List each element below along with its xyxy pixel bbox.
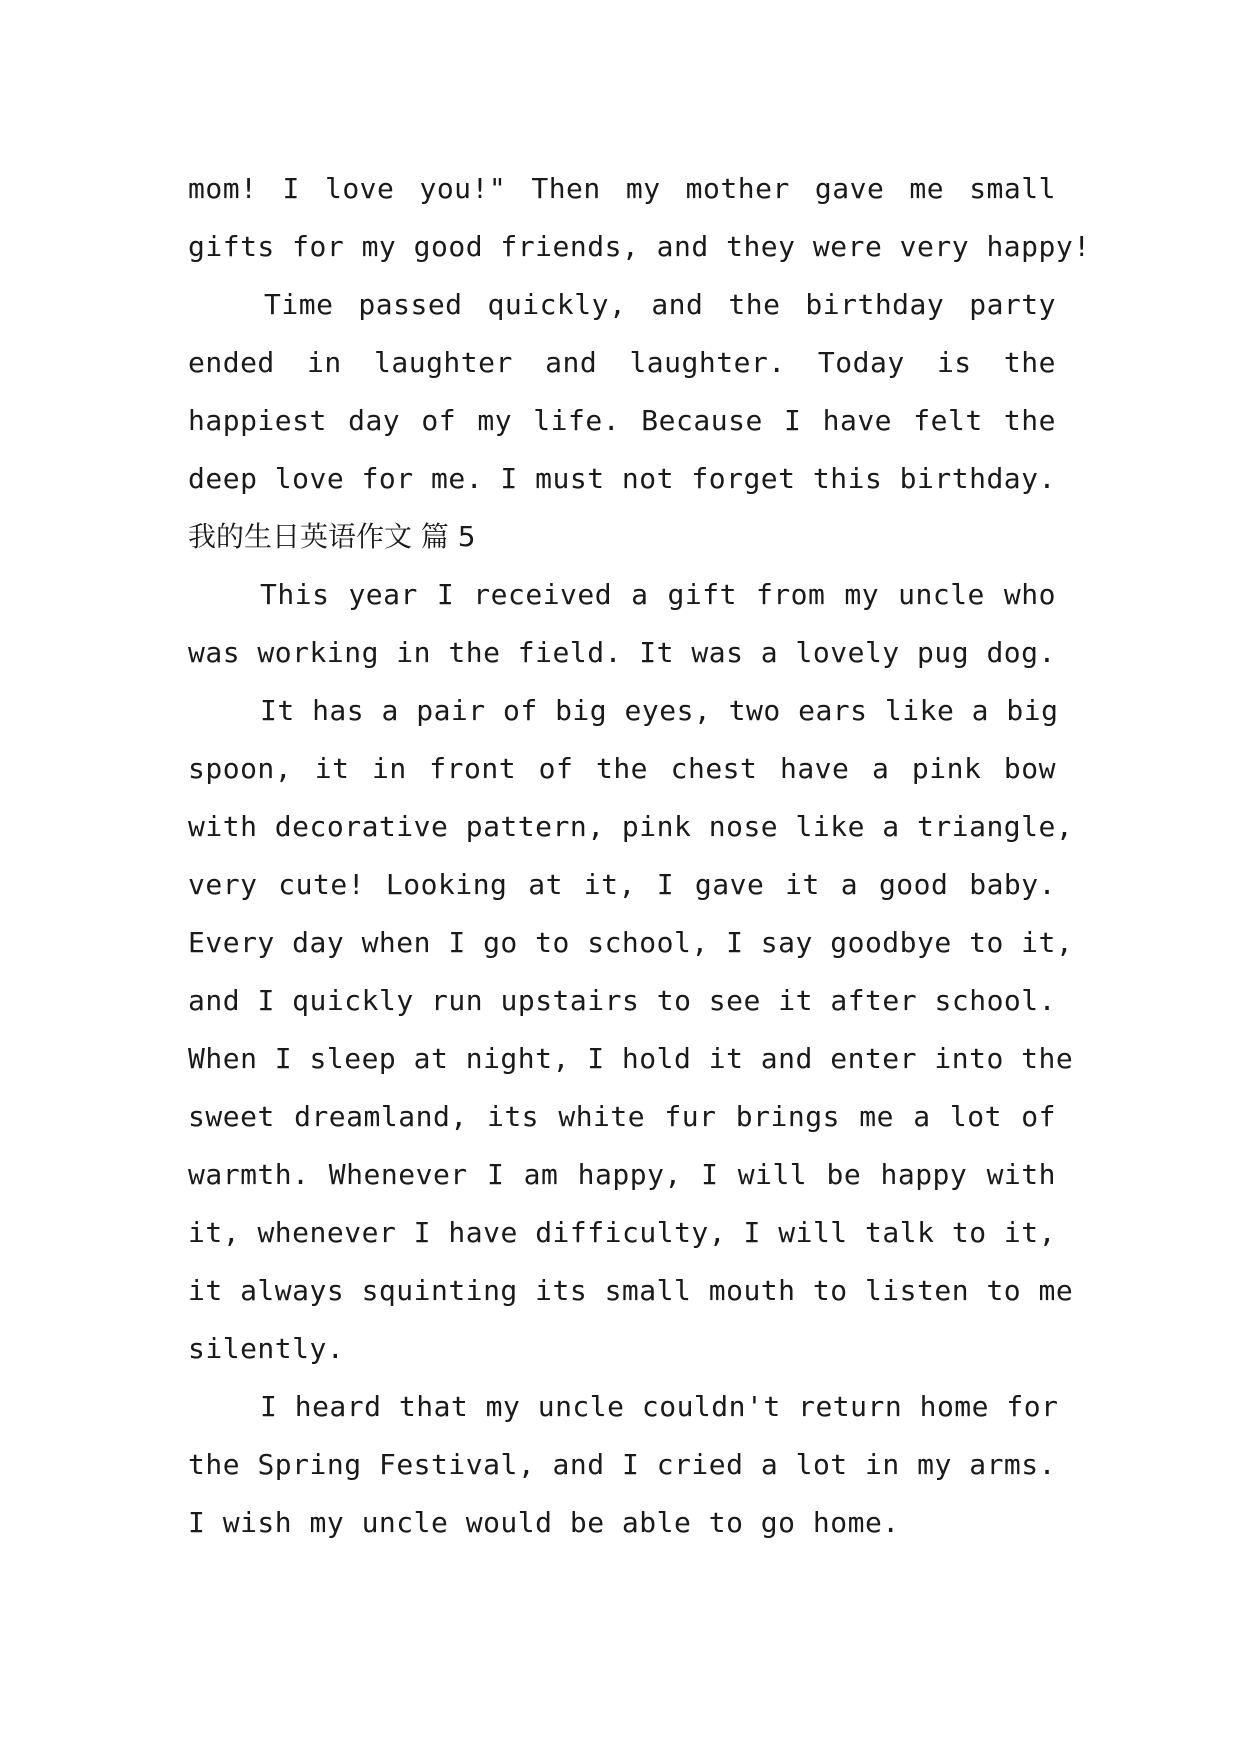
text-line: ended in laughter and laughter. Today is the bbox=[188, 346, 1056, 379]
text-line: the Spring Festival, and I cried a lot in my arms. bbox=[188, 1448, 1056, 1481]
paragraph-continued bbox=[188, 160, 1091, 276]
paragraph-birthday-party bbox=[188, 276, 1056, 508]
text-line: spoon, it in front of the chest have a pink bow bbox=[188, 752, 1056, 785]
paragraph-gift bbox=[188, 566, 1056, 682]
text-line: warmth. Whenever I am happy, I will be happy with bbox=[188, 1158, 1056, 1191]
text-line: sweet dreamland, its white fur brings me a lot of bbox=[188, 1100, 1056, 1133]
document-body bbox=[188, 160, 1091, 1552]
text-line: gifts for my good friends, and they were very happy! bbox=[188, 230, 1091, 263]
text-line: was working in the field. It was a lovely pug dog. bbox=[188, 636, 1056, 669]
text-line: Time passed quickly, and the birthday party bbox=[264, 288, 1056, 321]
essay-heading: 我的生日英语作文 篇 5 bbox=[188, 520, 476, 553]
text-line: very cute! Looking at it, I gave it a good baby. bbox=[188, 868, 1056, 901]
text-line: When I sleep at night, I hold it and enter into the bbox=[188, 1042, 1074, 1075]
paragraph-pug-description bbox=[188, 682, 1074, 1378]
text-line: it, whenever I have difficulty, I will talk to it, bbox=[188, 1216, 1056, 1249]
text-line: deep love for me. I must not forget this birthday. bbox=[188, 462, 1056, 495]
text-line: with decorative pattern, pink nose like a triangle, bbox=[188, 810, 1074, 843]
text-line: silently. bbox=[188, 1332, 345, 1365]
text-line: mom! I love you!" Then my mother gave me small bbox=[188, 172, 1056, 205]
text-line: It has a pair of big eyes, two ears like a big bbox=[260, 694, 1059, 727]
text-line: I wish my uncle would be able to go home. bbox=[188, 1506, 900, 1539]
text-line: it always squinting its small mouth to listen to me bbox=[188, 1274, 1074, 1307]
text-line: This year I received a gift from my uncle who bbox=[260, 578, 1056, 611]
text-line: happiest day of my life. Because I have felt the bbox=[188, 404, 1056, 437]
text-line: I heard that my uncle couldn't return home for bbox=[260, 1390, 1059, 1423]
text-line: and I quickly run upstairs to see it after school. bbox=[188, 984, 1056, 1017]
paragraph-spring-festival bbox=[188, 1378, 1059, 1552]
text-line: Every day when I go to school, I say goodbye to it, bbox=[188, 926, 1074, 959]
